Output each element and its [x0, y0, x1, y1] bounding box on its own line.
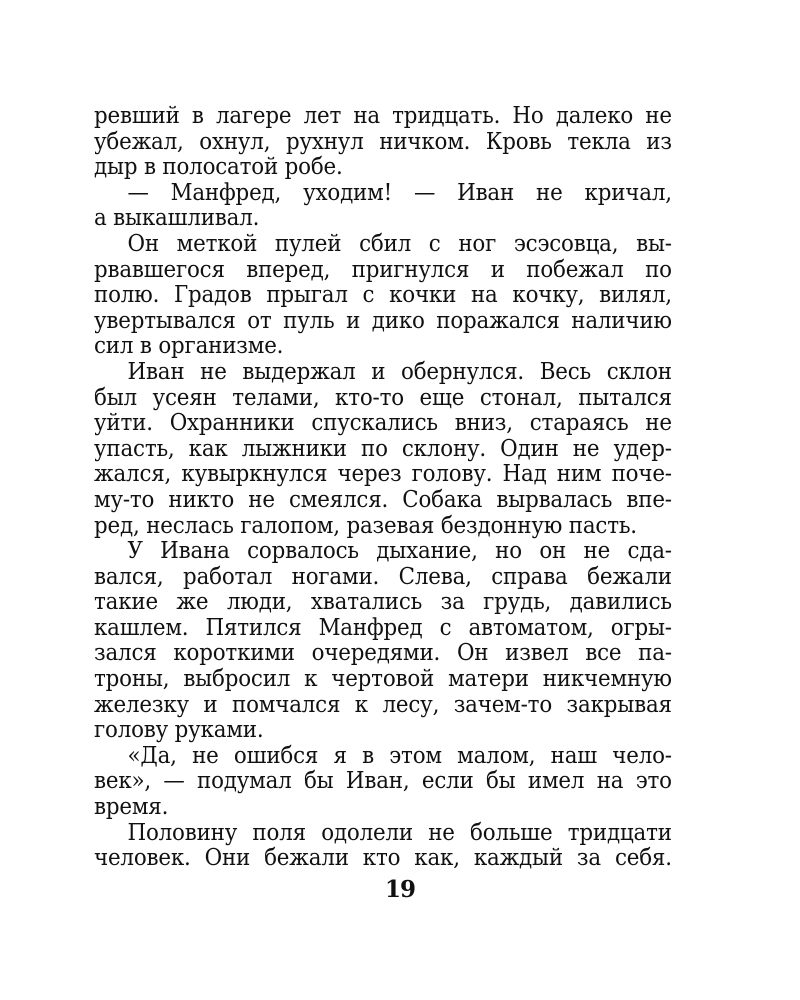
- text-line: век», — подумал бы Иван, если бы имел на это: [94, 768, 672, 795]
- text-line: такие же люди, хватались за грудь, давились: [94, 589, 672, 616]
- text-line: У Ивана сорвалось дыхание, но он не сда-: [127, 538, 672, 565]
- paragraph: [94, 744, 672, 821]
- text-line: голову руками.: [94, 717, 264, 744]
- text-line: железку и помчался к лесу, зачем-то закрывая: [94, 691, 672, 718]
- text-line: полю. Градов прыгал с кочки на кочку, вилял,: [94, 282, 672, 309]
- text-line: троны, выбросил к чертовой матери никчемную: [94, 666, 672, 693]
- text-line: был усеян телами, кто-то еще стонал, пытался: [94, 384, 672, 411]
- text-line: Половину поля одолели не больше тридцати: [127, 819, 672, 846]
- text-line: му-то никто не смеялся. Собака вырвалась впе-: [94, 486, 672, 513]
- paragraph: [94, 360, 672, 539]
- paragraph: [94, 181, 672, 232]
- paragraph: [94, 232, 672, 360]
- body-text: [94, 104, 672, 872]
- text-line: вался, работал ногами. Слева, справа бежали: [94, 563, 672, 590]
- text-line: жался, кувыркнулся через голову. Над ним поче-: [94, 461, 672, 488]
- text-line: Иван не выдержал и обернулся. Весь склон: [127, 358, 672, 385]
- text-line: зался короткими очередями. Он извел все па-: [94, 640, 672, 667]
- text-line: ревший в лагере лет на тридцать. Но далеко не: [94, 103, 672, 129]
- text-line: Он меткой пулей сбил с ног эсэсовца, вы-: [127, 230, 672, 257]
- text-line: дыр в полосатой робе.: [94, 154, 343, 181]
- paragraph: [94, 821, 672, 872]
- text-line: ред, неслась галопом, разевая бездонную пасть.: [94, 512, 637, 539]
- text-line: сил в организме.: [94, 333, 284, 360]
- text-line: упасть, как лыжники по склону. Один не удер-: [94, 435, 672, 462]
- paragraph: [94, 539, 672, 744]
- paragraph: [94, 104, 672, 181]
- text-line: кашлем. Пятился Манфред с автоматом, огры-: [94, 614, 672, 641]
- page-number: 19: [384, 876, 415, 903]
- text-line: увертывался от пуль и дико поражался наличию: [94, 307, 672, 334]
- text-line: убежал, охнул, рухнул ничком. Кровь текла из: [94, 128, 672, 155]
- text-line: человек. Они бежали кто как, каждый за себя.: [94, 845, 672, 872]
- text-line: «Да, не ошибся я в этом малом, наш чело-: [127, 742, 672, 769]
- text-line: время.: [94, 794, 169, 821]
- text-line: рвавшегося вперед, пригнулся и побежал по: [94, 256, 672, 283]
- text-line: уйти. Охранники спускались вниз, стараясь не: [94, 410, 672, 437]
- text-line: а выкашливал.: [94, 205, 260, 232]
- text-line: — Манфред, уходим! — Иван не кричал,: [127, 179, 672, 206]
